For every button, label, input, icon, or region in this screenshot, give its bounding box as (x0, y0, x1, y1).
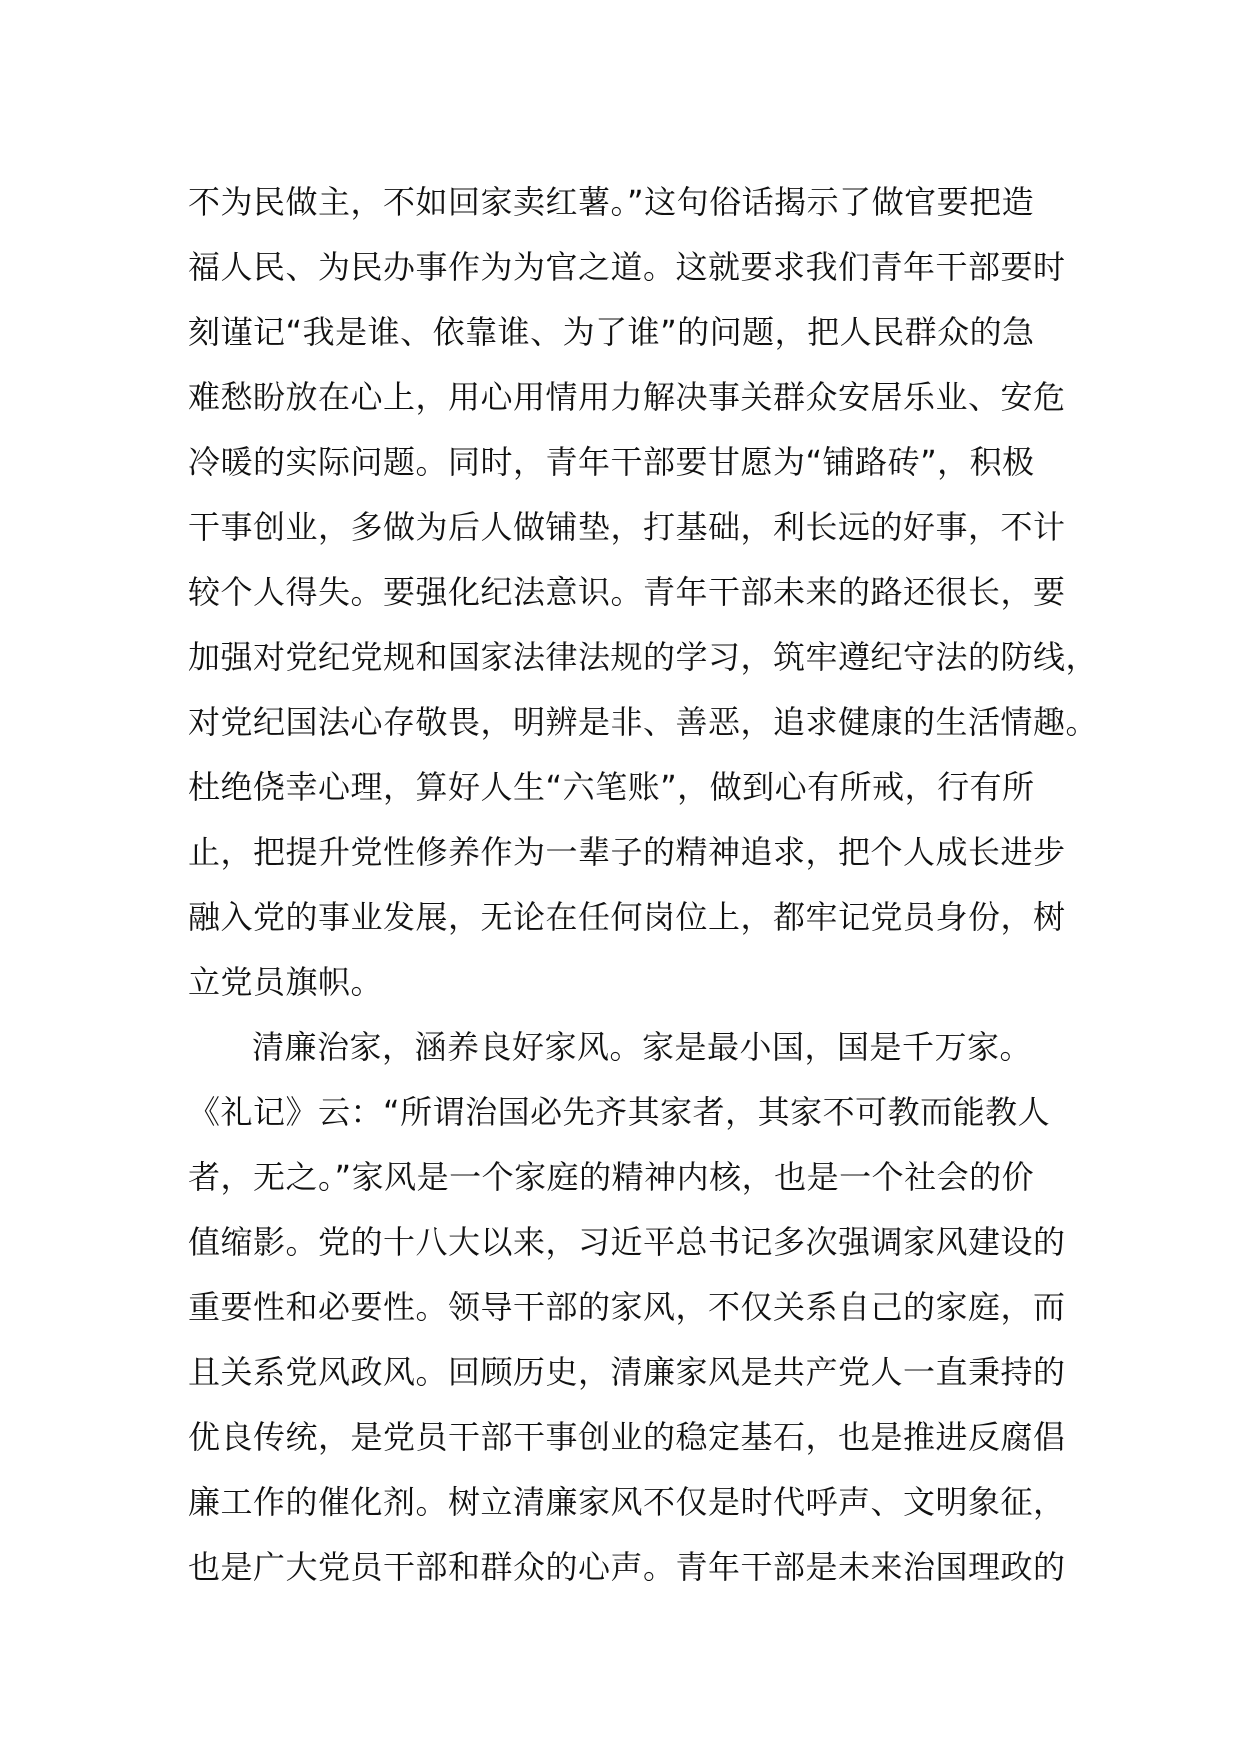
text-line: 优良传统，是党员干部干事创业的稳定基石，也是推进反腐倡 (188, 1418, 1066, 1456)
paragraph-first-line: 清廉治家，涵养良好家风。家是最小国，国是千万家。 (252, 1028, 1033, 1066)
text-line: 止，把提升党性修养作为一辈子的精神追求，把个人成长进步 (188, 833, 1066, 871)
text-line: 冷暖的实际问题。同时，青年干部要甘愿为“铺路砖”，积极 (188, 443, 1035, 481)
text-line: 值缩影。党的十八大以来，习近平总书记多次强调家风建设的 (188, 1223, 1066, 1261)
text-line: 立党员旗帜。 (188, 963, 384, 1001)
text-line: 廉工作的催化剂。树立清廉家风不仅是时代呼声、文明象征， (188, 1483, 1066, 1521)
text-line: 《礼记》云：“所谓治国必先齐其家者，其家不可教而能教人 (188, 1093, 1051, 1131)
text-line: 对党纪国法心存敬畏，明辨是非、善恶，追求健康的生活情趣。 (188, 703, 1099, 741)
text-line: 融入党的事业发展，无论在任何岗位上，都牢记党员身份，树 (188, 898, 1066, 936)
text-line: 重要性和必要性。领导干部的家风，不仅关系自己的家庭，而 (188, 1288, 1066, 1326)
text-line: 刻谨记“我是谁、依靠谁、为了谁”的问题，把人民群众的急 (188, 313, 1035, 351)
text-line: 难愁盼放在心上，用心用情用力解决事关群众安居乐业、安危 (188, 378, 1066, 416)
text-line: 福人民、为民办事作为为官之道。这就要求我们青年干部要时 (188, 248, 1066, 286)
text-line: 较个人得失。要强化纪法意识。青年干部未来的路还很长，要 (188, 573, 1066, 611)
text-line: 也是广大党员干部和群众的心声。青年干部是未来治国理政的 (188, 1548, 1066, 1586)
text-line: 不为民做主，不如回家卖红薯。”这句俗话揭示了做官要把造 (188, 183, 1035, 221)
text-line: 干事创业，多做为后人做铺垫，打基础，利长远的好事，不计 (188, 508, 1066, 546)
text-line: 杜绝侥幸心理，算好人生“六笔账”，做到心有所戒，行有所 (188, 768, 1035, 806)
text-line: 且关系党风政风。回顾历史，清廉家风是共产党人一直秉持的 (188, 1353, 1066, 1391)
text-line: 者，无之。”家风是一个家庭的精神内核，也是一个社会的价 (188, 1158, 1035, 1196)
body-text (188, 170, 1099, 1600)
text-line: 加强对党纪党规和国家法律法规的学习，筑牢遵纪守法的防线， (188, 638, 1099, 676)
